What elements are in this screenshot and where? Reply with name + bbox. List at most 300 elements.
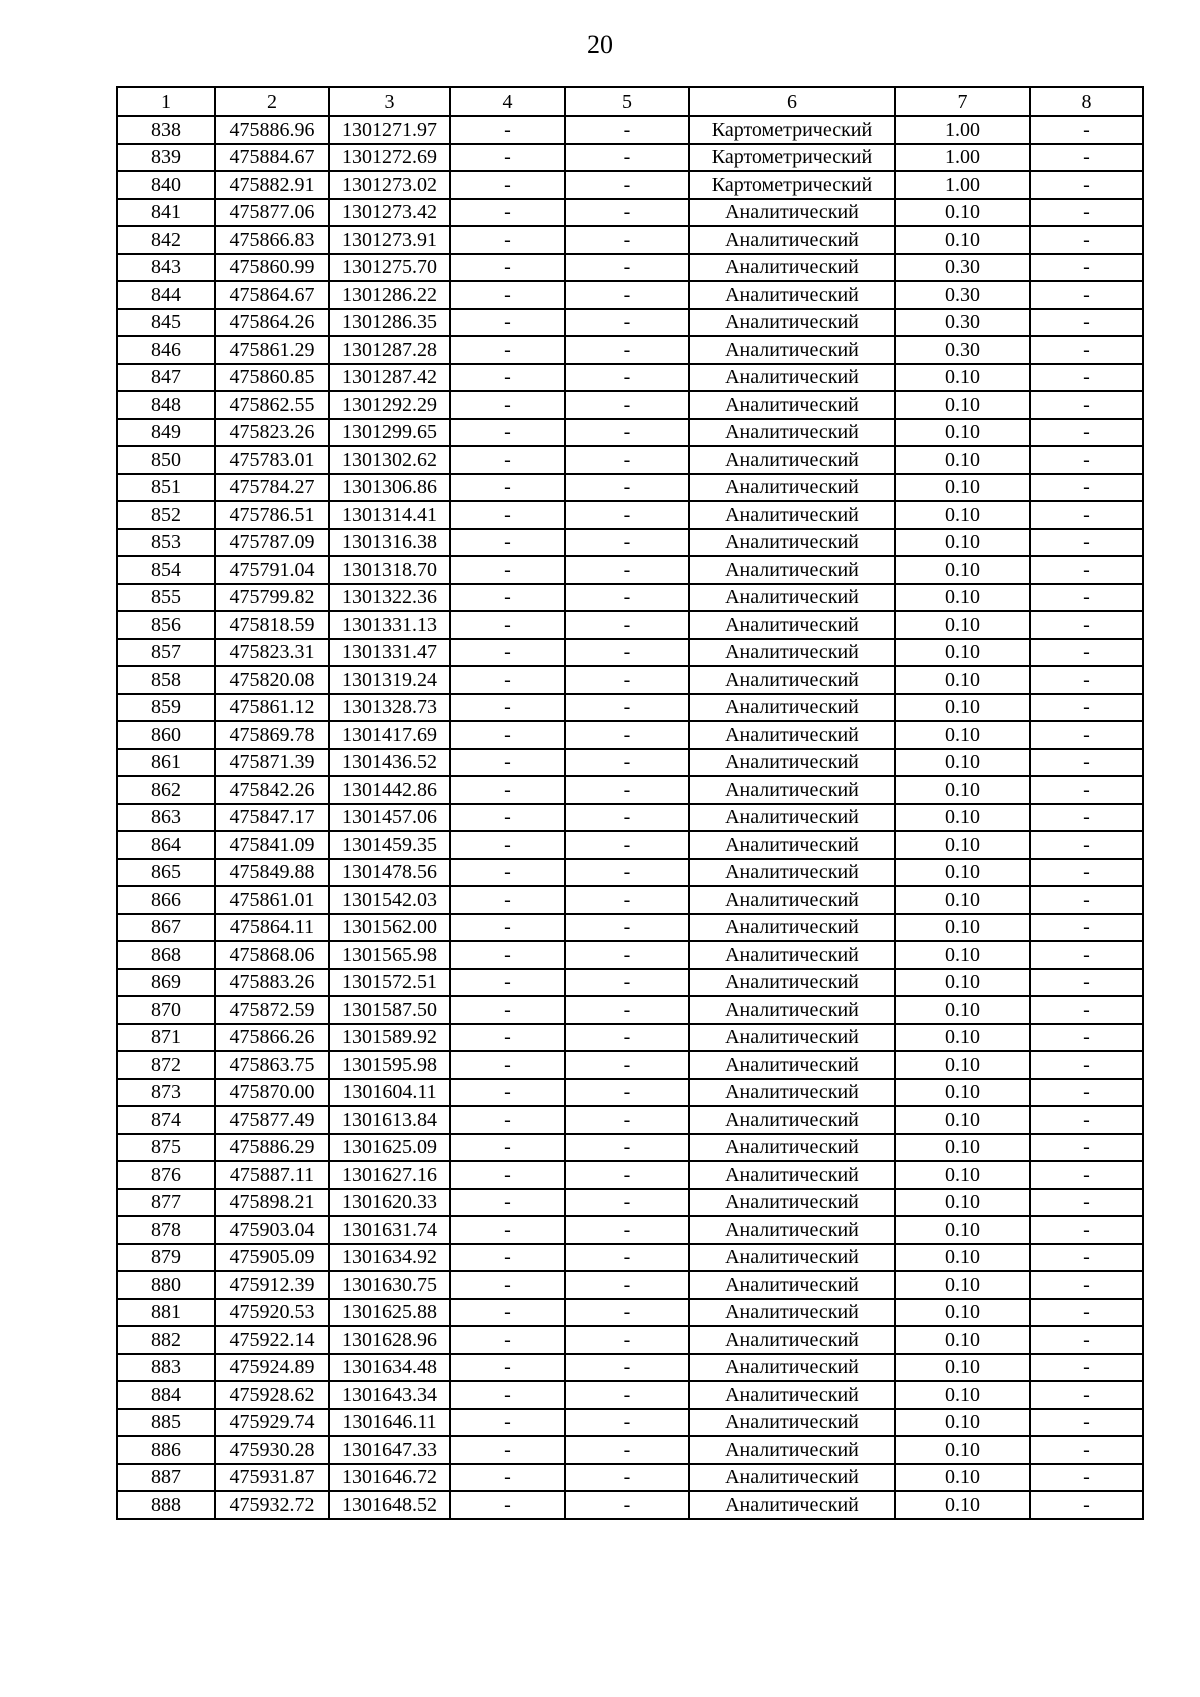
method-cell: Аналитический (689, 749, 895, 777)
x-coordinate-cell: 475786.51 (215, 501, 329, 529)
method-cell: Аналитический (689, 419, 895, 447)
point-number-cell: 845 (117, 309, 215, 337)
column-8-cell: - (1030, 749, 1143, 777)
column-5-cell: - (565, 639, 689, 667)
accuracy-cell: 0.10 (895, 1134, 1030, 1162)
y-coordinate-cell: 1301314.41 (329, 501, 450, 529)
x-coordinate-cell: 475842.26 (215, 776, 329, 804)
method-cell: Аналитический (689, 1079, 895, 1107)
point-number-cell: 858 (117, 666, 215, 694)
point-number-cell: 853 (117, 529, 215, 557)
y-coordinate-cell: 1301331.13 (329, 611, 450, 639)
y-coordinate-cell: 1301595.98 (329, 1051, 450, 1079)
method-cell: Аналитический (689, 1271, 895, 1299)
column-4-cell: - (450, 941, 565, 969)
x-coordinate-cell: 475869.78 (215, 721, 329, 749)
column-5-cell: - (565, 886, 689, 914)
method-cell: Аналитический (689, 721, 895, 749)
x-coordinate-cell: 475783.01 (215, 446, 329, 474)
method-cell: Аналитический (689, 1134, 895, 1162)
column-5-cell: - (565, 1189, 689, 1217)
point-number-cell: 873 (117, 1079, 215, 1107)
y-coordinate-cell: 1301542.03 (329, 886, 450, 914)
column-4-cell: - (450, 1354, 565, 1382)
accuracy-cell: 0.10 (895, 584, 1030, 612)
accuracy-cell: 0.10 (895, 1354, 1030, 1382)
column-8-cell: - (1030, 199, 1143, 227)
column-5-cell: - (565, 254, 689, 282)
column-5-cell: - (565, 749, 689, 777)
column-8-cell: - (1030, 886, 1143, 914)
column-5-cell: - (565, 391, 689, 419)
y-coordinate-cell: 1301589.92 (329, 1024, 450, 1052)
x-coordinate-cell: 475860.99 (215, 254, 329, 282)
column-8-cell: - (1030, 1326, 1143, 1354)
column-4-cell: - (450, 529, 565, 557)
column-8-cell: - (1030, 1271, 1143, 1299)
column-4-cell: - (450, 1464, 565, 1492)
y-coordinate-cell: 1301318.70 (329, 556, 450, 584)
y-coordinate-cell: 1301457.06 (329, 804, 450, 832)
y-coordinate-cell: 1301604.11 (329, 1079, 450, 1107)
column-header: 4 (450, 87, 565, 116)
x-coordinate-cell: 475784.27 (215, 474, 329, 502)
accuracy-cell: 0.10 (895, 1409, 1030, 1437)
accuracy-cell: 0.10 (895, 611, 1030, 639)
table-row (117, 694, 1143, 722)
column-8-cell: - (1030, 1079, 1143, 1107)
method-cell: Аналитический (689, 1409, 895, 1437)
method-cell: Картометрический (689, 171, 895, 199)
x-coordinate-cell: 475886.96 (215, 116, 329, 144)
method-cell: Аналитический (689, 529, 895, 557)
accuracy-cell: 0.10 (895, 529, 1030, 557)
column-4-cell: - (450, 254, 565, 282)
y-coordinate-cell: 1301648.52 (329, 1491, 450, 1519)
method-cell: Аналитический (689, 694, 895, 722)
column-5-cell: - (565, 804, 689, 832)
point-number-cell: 870 (117, 996, 215, 1024)
method-cell: Аналитический (689, 281, 895, 309)
table-row (117, 886, 1143, 914)
column-8-cell: - (1030, 639, 1143, 667)
point-number-cell: 888 (117, 1491, 215, 1519)
column-5-cell: - (565, 281, 689, 309)
method-cell: Аналитический (689, 1464, 895, 1492)
point-number-cell: 841 (117, 199, 215, 227)
x-coordinate-cell: 475912.39 (215, 1271, 329, 1299)
column-header: 2 (215, 87, 329, 116)
column-4-cell: - (450, 639, 565, 667)
point-number-cell: 872 (117, 1051, 215, 1079)
column-5-cell: - (565, 1354, 689, 1382)
column-4-cell: - (450, 364, 565, 392)
column-8-cell: - (1030, 336, 1143, 364)
column-5-cell: - (565, 996, 689, 1024)
column-5-cell: - (565, 116, 689, 144)
point-number-cell: 847 (117, 364, 215, 392)
table-row (117, 144, 1143, 172)
x-coordinate-cell: 475870.00 (215, 1079, 329, 1107)
table-row (117, 941, 1143, 969)
y-coordinate-cell: 1301292.29 (329, 391, 450, 419)
method-cell: Аналитический (689, 941, 895, 969)
column-4-cell: - (450, 1409, 565, 1437)
column-4-cell: - (450, 501, 565, 529)
y-coordinate-cell: 1301634.48 (329, 1354, 450, 1382)
column-8-cell: - (1030, 804, 1143, 832)
column-5-cell: - (565, 364, 689, 392)
column-4-cell: - (450, 611, 565, 639)
point-number-cell: 851 (117, 474, 215, 502)
column-5-cell: - (565, 1271, 689, 1299)
x-coordinate-cell: 475924.89 (215, 1354, 329, 1382)
table-row (117, 254, 1143, 282)
x-coordinate-cell: 475823.26 (215, 419, 329, 447)
point-number-cell: 860 (117, 721, 215, 749)
column-8-cell: - (1030, 281, 1143, 309)
point-number-cell: 868 (117, 941, 215, 969)
x-coordinate-cell: 475862.55 (215, 391, 329, 419)
point-number-cell: 863 (117, 804, 215, 832)
table-row (117, 666, 1143, 694)
column-8-cell: - (1030, 391, 1143, 419)
column-4-cell: - (450, 749, 565, 777)
table-row (117, 199, 1143, 227)
column-8-cell: - (1030, 556, 1143, 584)
column-5-cell: - (565, 529, 689, 557)
column-4-cell: - (450, 1326, 565, 1354)
column-4-cell: - (450, 584, 565, 612)
x-coordinate-cell: 475799.82 (215, 584, 329, 612)
method-cell: Аналитический (689, 969, 895, 997)
method-cell: Аналитический (689, 226, 895, 254)
point-number-cell: 839 (117, 144, 215, 172)
method-cell: Аналитический (689, 639, 895, 667)
column-8-cell: - (1030, 1409, 1143, 1437)
column-8-cell: - (1030, 419, 1143, 447)
y-coordinate-cell: 1301273.02 (329, 171, 450, 199)
method-cell: Аналитический (689, 1244, 895, 1272)
column-5-cell: - (565, 309, 689, 337)
method-cell: Аналитический (689, 364, 895, 392)
y-coordinate-cell: 1301572.51 (329, 969, 450, 997)
y-coordinate-cell: 1301273.42 (329, 199, 450, 227)
table-row (117, 226, 1143, 254)
accuracy-cell: 0.10 (895, 1436, 1030, 1464)
column-5-cell: - (565, 1079, 689, 1107)
accuracy-cell: 0.10 (895, 639, 1030, 667)
column-4-cell: - (450, 556, 565, 584)
table-row (117, 749, 1143, 777)
column-8-cell: - (1030, 144, 1143, 172)
column-4-cell: - (450, 1106, 565, 1134)
method-cell: Аналитический (689, 446, 895, 474)
column-4-cell: - (450, 694, 565, 722)
x-coordinate-cell: 475866.26 (215, 1024, 329, 1052)
point-number-cell: 887 (117, 1464, 215, 1492)
table-row (117, 1244, 1143, 1272)
point-number-cell: 843 (117, 254, 215, 282)
point-number-cell: 884 (117, 1381, 215, 1409)
column-8-cell: - (1030, 1354, 1143, 1382)
column-4-cell: - (450, 1244, 565, 1272)
x-coordinate-cell: 475841.09 (215, 831, 329, 859)
x-coordinate-cell: 475872.59 (215, 996, 329, 1024)
column-4-cell: - (450, 666, 565, 694)
column-5-cell: - (565, 914, 689, 942)
column-5-cell: - (565, 1161, 689, 1189)
accuracy-cell: 0.10 (895, 1299, 1030, 1327)
method-cell: Аналитический (689, 1189, 895, 1217)
table-row (117, 1051, 1143, 1079)
table-row (117, 776, 1143, 804)
point-number-cell: 840 (117, 171, 215, 199)
point-number-cell: 866 (117, 886, 215, 914)
method-cell: Аналитический (689, 831, 895, 859)
column-8-cell: - (1030, 721, 1143, 749)
x-coordinate-cell: 475864.11 (215, 914, 329, 942)
accuracy-cell: 0.10 (895, 556, 1030, 584)
point-number-cell: 850 (117, 446, 215, 474)
y-coordinate-cell: 1301630.75 (329, 1271, 450, 1299)
column-5-cell: - (565, 171, 689, 199)
column-5-cell: - (565, 1326, 689, 1354)
accuracy-cell: 0.10 (895, 1051, 1030, 1079)
accuracy-cell: 0.10 (895, 391, 1030, 419)
method-cell: Аналитический (689, 556, 895, 584)
table-row (117, 1024, 1143, 1052)
x-coordinate-cell: 475860.85 (215, 364, 329, 392)
column-8-cell: - (1030, 1436, 1143, 1464)
table-row (117, 1134, 1143, 1162)
column-8-cell: - (1030, 501, 1143, 529)
x-coordinate-cell: 475883.26 (215, 969, 329, 997)
point-number-cell: 842 (117, 226, 215, 254)
accuracy-cell: 0.10 (895, 1216, 1030, 1244)
column-8-cell: - (1030, 474, 1143, 502)
column-8-cell: - (1030, 446, 1143, 474)
x-coordinate-cell: 475864.67 (215, 281, 329, 309)
method-cell: Аналитический (689, 501, 895, 529)
table-row (117, 116, 1143, 144)
table-row (117, 1381, 1143, 1409)
method-cell: Аналитический (689, 1216, 895, 1244)
column-8-cell: - (1030, 309, 1143, 337)
column-5-cell: - (565, 831, 689, 859)
accuracy-cell: 0.10 (895, 1326, 1030, 1354)
method-cell: Аналитический (689, 1491, 895, 1519)
column-5-cell: - (565, 336, 689, 364)
x-coordinate-cell: 475877.49 (215, 1106, 329, 1134)
table-row (117, 639, 1143, 667)
point-number-cell: 852 (117, 501, 215, 529)
y-coordinate-cell: 1301442.86 (329, 776, 450, 804)
table-row (117, 1409, 1143, 1437)
point-number-cell: 867 (117, 914, 215, 942)
column-5-cell: - (565, 859, 689, 887)
accuracy-cell: 0.10 (895, 1381, 1030, 1409)
point-number-cell: 864 (117, 831, 215, 859)
column-4-cell: - (450, 1161, 565, 1189)
accuracy-cell: 0.30 (895, 281, 1030, 309)
column-5-cell: - (565, 1491, 689, 1519)
x-coordinate-cell: 475920.53 (215, 1299, 329, 1327)
x-coordinate-cell: 475847.17 (215, 804, 329, 832)
table-row (117, 336, 1143, 364)
x-coordinate-cell: 475787.09 (215, 529, 329, 557)
column-4-cell: - (450, 1079, 565, 1107)
point-number-cell: 861 (117, 749, 215, 777)
column-4-cell: - (450, 446, 565, 474)
table-row (117, 584, 1143, 612)
accuracy-cell: 0.10 (895, 1189, 1030, 1217)
x-coordinate-cell: 475903.04 (215, 1216, 329, 1244)
table-row (117, 611, 1143, 639)
method-cell: Аналитический (689, 1354, 895, 1382)
column-5-cell: - (565, 941, 689, 969)
column-4-cell: - (450, 199, 565, 227)
column-5-cell: - (565, 694, 689, 722)
accuracy-cell: 0.10 (895, 859, 1030, 887)
y-coordinate-cell: 1301286.35 (329, 309, 450, 337)
accuracy-cell: 0.10 (895, 776, 1030, 804)
column-4-cell: - (450, 1436, 565, 1464)
column-8-cell: - (1030, 364, 1143, 392)
column-4-cell: - (450, 804, 565, 832)
table-row (117, 1106, 1143, 1134)
y-coordinate-cell: 1301299.65 (329, 419, 450, 447)
column-5-cell: - (565, 1436, 689, 1464)
table-row (117, 281, 1143, 309)
column-8-cell: - (1030, 776, 1143, 804)
table-row (117, 1464, 1143, 1492)
accuracy-cell: 0.10 (895, 226, 1030, 254)
accuracy-cell: 0.10 (895, 199, 1030, 227)
accuracy-cell: 1.00 (895, 144, 1030, 172)
table-row (117, 1189, 1143, 1217)
accuracy-cell: 0.10 (895, 1464, 1030, 1492)
column-8-cell: - (1030, 254, 1143, 282)
point-number-cell: 883 (117, 1354, 215, 1382)
column-8-cell: - (1030, 226, 1143, 254)
column-5-cell: - (565, 1216, 689, 1244)
column-5-cell: - (565, 721, 689, 749)
column-4-cell: - (450, 996, 565, 1024)
y-coordinate-cell: 1301565.98 (329, 941, 450, 969)
x-coordinate-cell: 475928.62 (215, 1381, 329, 1409)
column-5-cell: - (565, 1106, 689, 1134)
x-coordinate-cell: 475871.39 (215, 749, 329, 777)
column-4-cell: - (450, 1216, 565, 1244)
column-header: 8 (1030, 87, 1143, 116)
column-8-cell: - (1030, 1161, 1143, 1189)
accuracy-cell: 0.10 (895, 666, 1030, 694)
method-cell: Аналитический (689, 199, 895, 227)
x-coordinate-cell: 475791.04 (215, 556, 329, 584)
table-row (117, 171, 1143, 199)
column-5-cell: - (565, 969, 689, 997)
column-4-cell: - (450, 1134, 565, 1162)
y-coordinate-cell: 1301271.97 (329, 116, 450, 144)
point-number-cell: 854 (117, 556, 215, 584)
accuracy-cell: 0.10 (895, 721, 1030, 749)
point-number-cell: 865 (117, 859, 215, 887)
point-number-cell: 877 (117, 1189, 215, 1217)
y-coordinate-cell: 1301272.69 (329, 144, 450, 172)
column-4-cell: - (450, 1024, 565, 1052)
column-4-cell: - (450, 1271, 565, 1299)
method-cell: Аналитический (689, 336, 895, 364)
column-8-cell: - (1030, 171, 1143, 199)
point-number-cell: 856 (117, 611, 215, 639)
method-cell: Аналитический (689, 996, 895, 1024)
x-coordinate-cell: 475849.88 (215, 859, 329, 887)
method-cell: Картометрический (689, 116, 895, 144)
column-4-cell: - (450, 309, 565, 337)
column-4-cell: - (450, 116, 565, 144)
column-8-cell: - (1030, 666, 1143, 694)
point-number-cell: 846 (117, 336, 215, 364)
y-coordinate-cell: 1301331.47 (329, 639, 450, 667)
column-8-cell: - (1030, 584, 1143, 612)
point-number-cell: 874 (117, 1106, 215, 1134)
column-4-cell: - (450, 171, 565, 199)
x-coordinate-cell: 475861.12 (215, 694, 329, 722)
point-number-cell: 879 (117, 1244, 215, 1272)
table-row (117, 1491, 1143, 1519)
column-4-cell: - (450, 391, 565, 419)
y-coordinate-cell: 1301587.50 (329, 996, 450, 1024)
column-8-cell: - (1030, 941, 1143, 969)
y-coordinate-cell: 1301647.33 (329, 1436, 450, 1464)
x-coordinate-cell: 475861.01 (215, 886, 329, 914)
point-number-cell: 844 (117, 281, 215, 309)
point-number-cell: 882 (117, 1326, 215, 1354)
column-5-cell: - (565, 584, 689, 612)
method-cell: Аналитический (689, 391, 895, 419)
table-row (117, 721, 1143, 749)
y-coordinate-cell: 1301478.56 (329, 859, 450, 887)
y-coordinate-cell: 1301627.16 (329, 1161, 450, 1189)
column-5-cell: - (565, 1381, 689, 1409)
method-cell: Аналитический (689, 1024, 895, 1052)
table-row (117, 914, 1143, 942)
column-4-cell: - (450, 914, 565, 942)
column-4-cell: - (450, 281, 565, 309)
page-number: 20 (587, 30, 613, 59)
y-coordinate-cell: 1301287.28 (329, 336, 450, 364)
column-5-cell: - (565, 144, 689, 172)
x-coordinate-cell: 475886.29 (215, 1134, 329, 1162)
column-8-cell: - (1030, 1381, 1143, 1409)
accuracy-cell: 0.10 (895, 996, 1030, 1024)
column-4-cell: - (450, 336, 565, 364)
table-row (117, 501, 1143, 529)
table-header-row (117, 87, 1143, 116)
accuracy-cell: 0.10 (895, 1244, 1030, 1272)
column-5-cell: - (565, 474, 689, 502)
table-row (117, 1436, 1143, 1464)
y-coordinate-cell: 1301646.11 (329, 1409, 450, 1437)
table-row (117, 364, 1143, 392)
column-5-cell: - (565, 226, 689, 254)
column-4-cell: - (450, 1491, 565, 1519)
point-number-cell: 880 (117, 1271, 215, 1299)
column-8-cell: - (1030, 996, 1143, 1024)
column-8-cell: - (1030, 1106, 1143, 1134)
column-4-cell: - (450, 474, 565, 502)
